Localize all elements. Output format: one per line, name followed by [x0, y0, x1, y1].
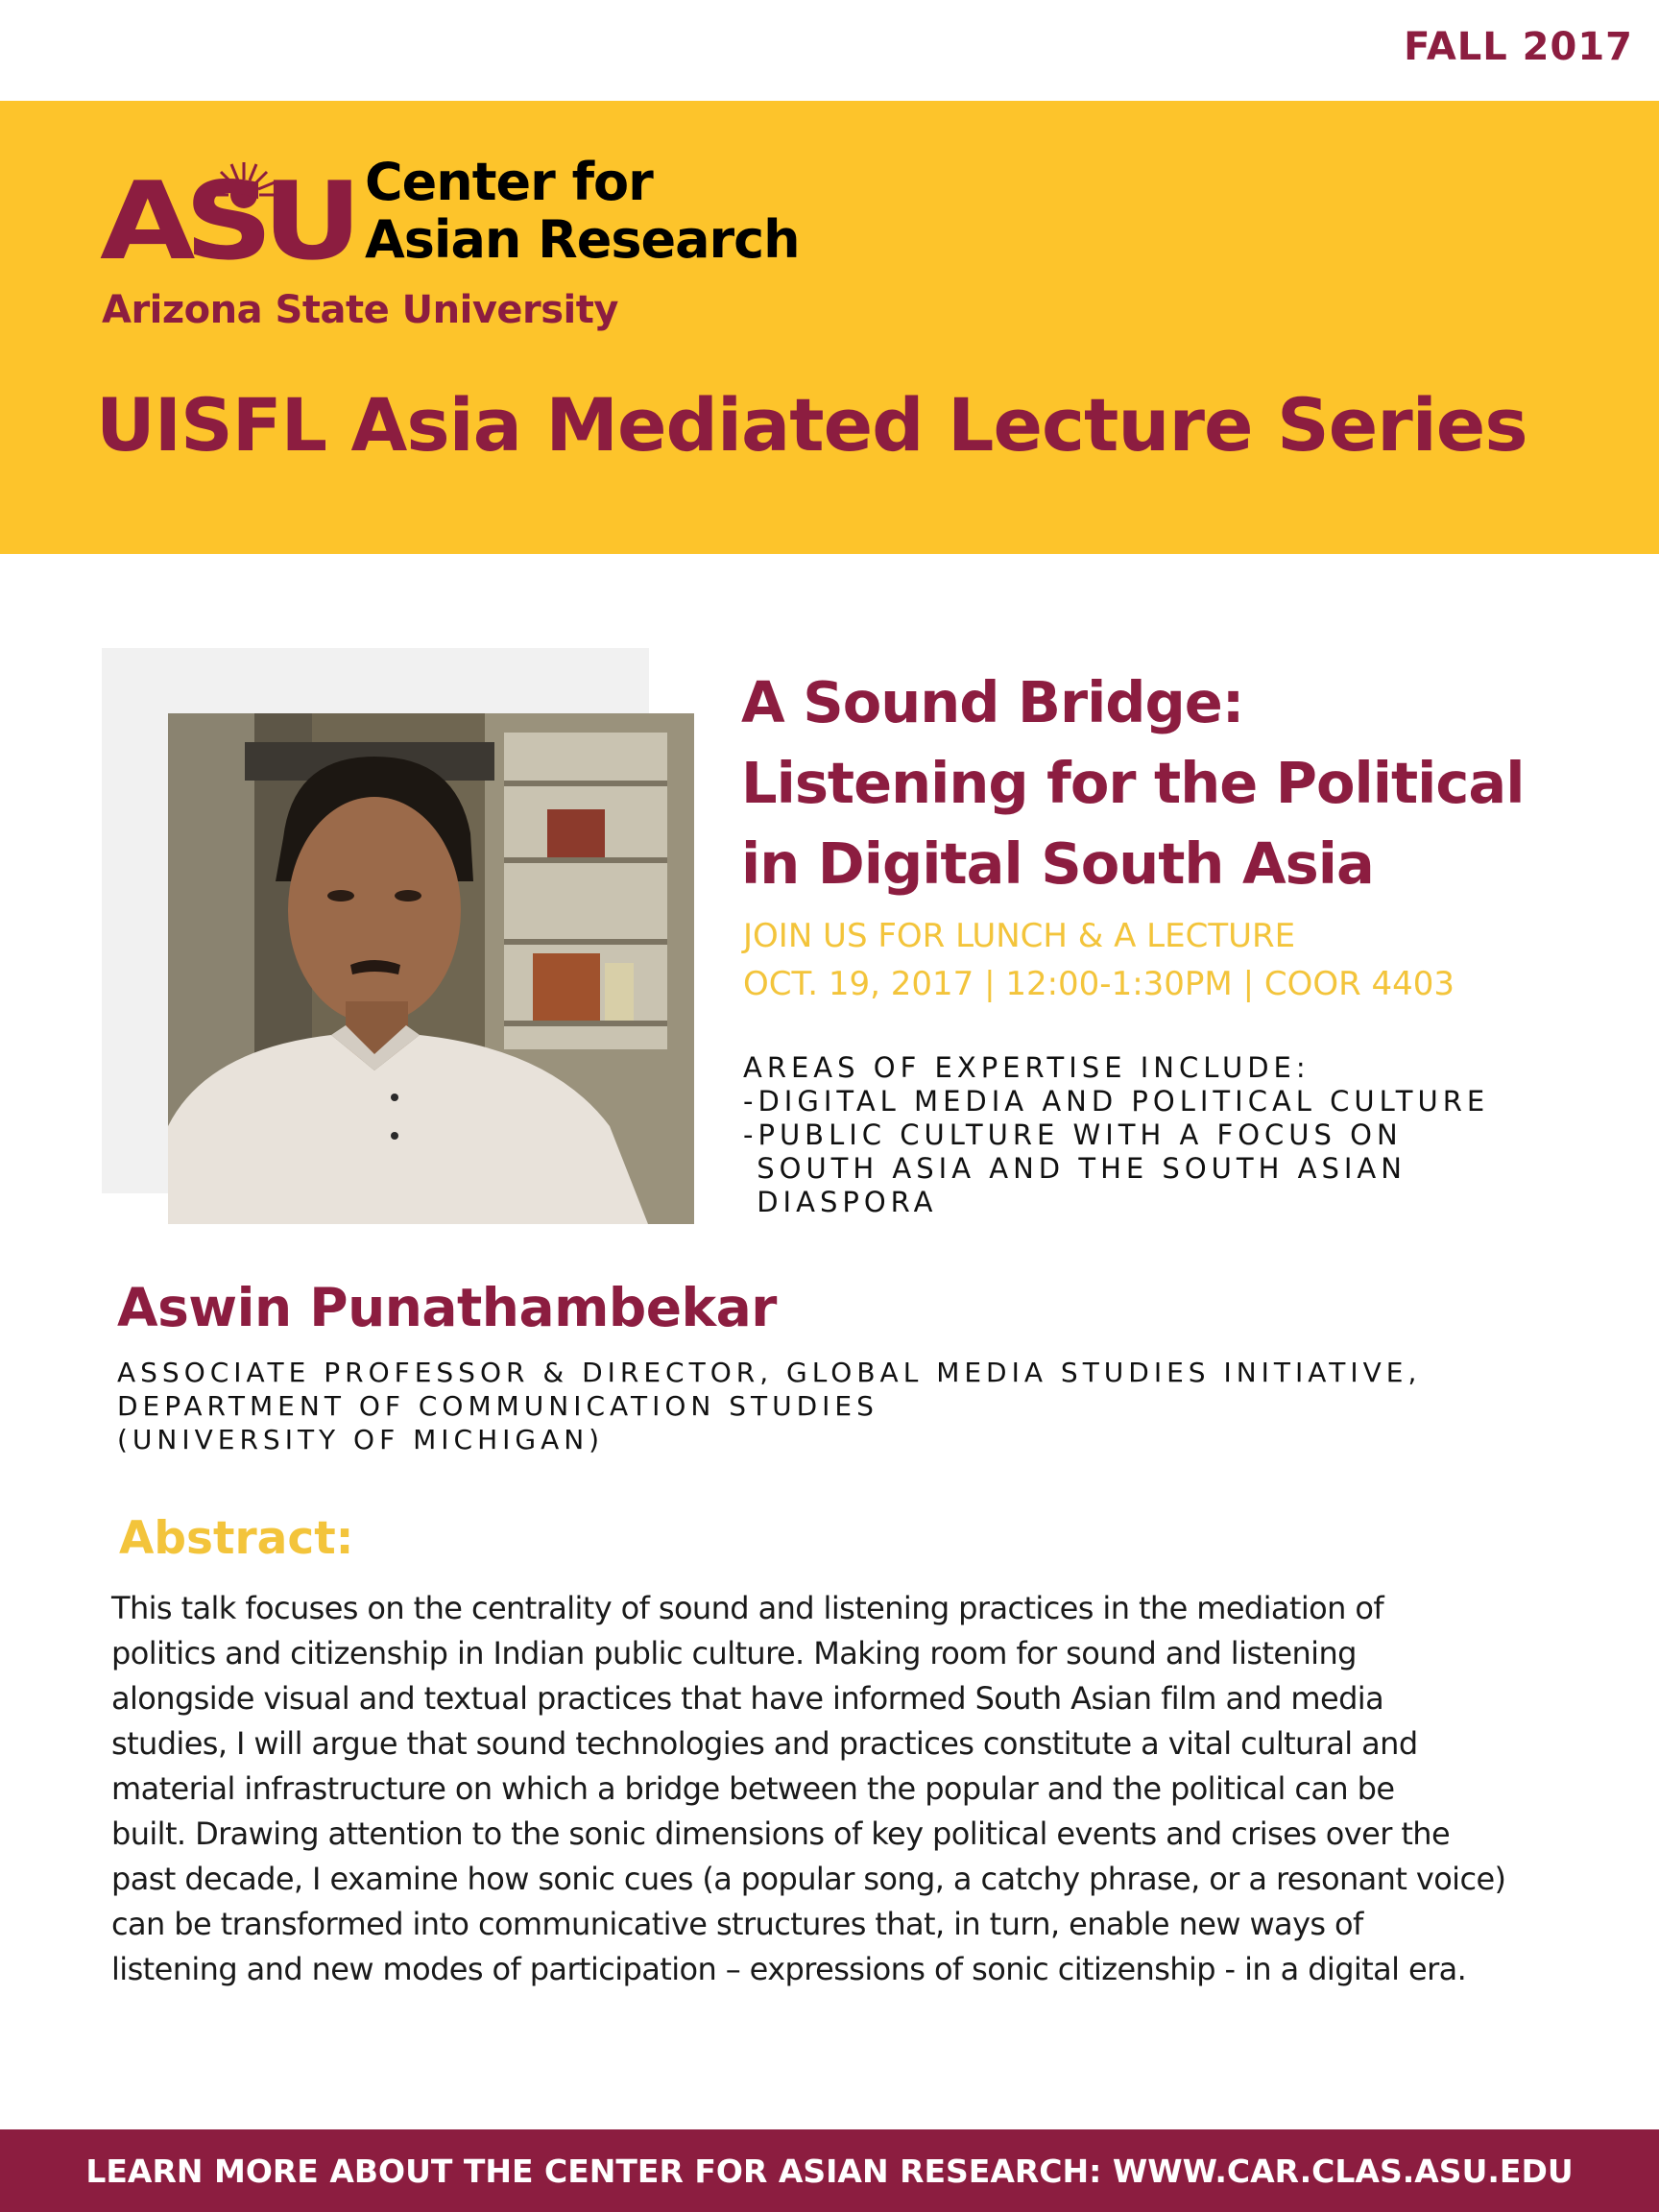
center-name-line1: Center for — [365, 152, 653, 212]
expertise-item: DIASPORA — [743, 1186, 938, 1218]
speaker-affiliation — [117, 1356, 1421, 1456]
expertise-heading: AREAS OF EXPERTISE INCLUDE: — [743, 1051, 1310, 1084]
abstract-line: This talk focuses on the centrality of sound and listening practices in the mediation of — [111, 1590, 1384, 1626]
abstract-line: built. Drawing attention to the sonic dimensions of key political events and crises over the — [111, 1815, 1451, 1852]
expertise-item: SOUTH ASIA AND THE SOUTH ASIAN — [743, 1152, 1407, 1185]
abstract-line: material infrastructure on which a bridge between the popular and the political can be — [111, 1770, 1395, 1807]
asu-sunburst-logo — [100, 158, 359, 264]
university-name: Arizona State University — [102, 288, 618, 332]
talk-title — [741, 662, 1624, 904]
affiliation-line: ASSOCIATE PROFESSOR & DIRECTOR, GLOBAL MEDIA STUDIES INITIATIVE, — [117, 1357, 1422, 1388]
talk-title-line3: in Digital South Asia — [741, 830, 1374, 897]
affiliation-line: (UNIVERSITY OF MICHIGAN) — [117, 1424, 605, 1455]
expertise-item: -PUBLIC CULTURE WITH A FOCUS ON — [743, 1118, 1403, 1151]
abstract-line: studies, I will argue that sound technologies and practices constitute a vital cultural and — [111, 1725, 1418, 1762]
event-invite: JOIN US FOR LUNCH & A LECTURE — [743, 917, 1296, 955]
center-name-line2: Asian Research — [365, 209, 800, 270]
footer-bar — [0, 2129, 1659, 2212]
abstract-line: alongside visual and textual practices that have informed South Asian film and media — [111, 1680, 1384, 1717]
abstract-line: listening and new modes of participation – expressions of sonic citizenship - in a digital era. — [111, 1951, 1467, 1987]
abstract-line: can be transformed into communicative structures that, in turn, enable new ways of — [111, 1906, 1363, 1942]
season-label: FALL 2017 — [1404, 25, 1633, 69]
talk-title-line1: A Sound Bridge: — [741, 669, 1244, 735]
talk-title-line2: Listening for the Political — [741, 750, 1525, 816]
speaker-photo — [168, 713, 694, 1224]
abstract-line: past decade, I examine how sonic cues (a popular song, a catchy phrase, or a resonant voice) — [111, 1861, 1506, 1897]
series-title: UISFL Asia Mediated Lecture Series — [96, 382, 1527, 468]
center-name — [365, 154, 800, 269]
footer-link-text[interactable]: LEARN MORE ABOUT THE CENTER FOR ASIAN RESEARCH: WWW.CAR.CLAS.ASU.EDU — [85, 2152, 1574, 2190]
abstract-heading: Abstract: — [119, 1512, 354, 1565]
event-details: OCT. 19, 2017 | 12:00-1:30PM | COOR 4403 — [743, 965, 1455, 1003]
affiliation-line: DEPARTMENT OF COMMUNICATION STUDIES — [117, 1390, 878, 1422]
abstract-body — [111, 1586, 1580, 1992]
expertise-list — [743, 1051, 1489, 1219]
svg-text:ASU: ASU — [100, 159, 352, 264]
expertise-item: -DIGITAL MEDIA AND POLITICAL CULTURE — [743, 1085, 1490, 1118]
abstract-line: politics and citizenship in Indian public culture. Making room for sound and listening — [111, 1635, 1357, 1671]
speaker-name: Aswin Punathambekar — [117, 1277, 777, 1338]
